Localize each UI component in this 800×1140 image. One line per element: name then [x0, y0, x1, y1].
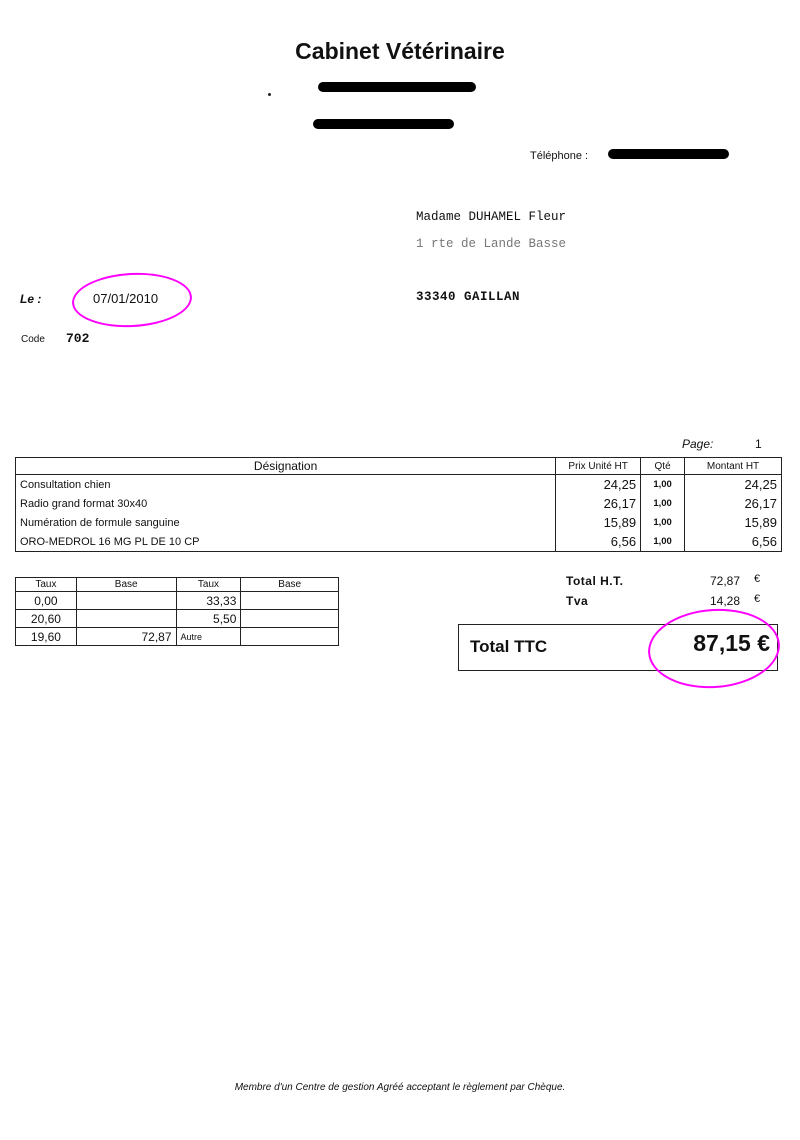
item-qty: 1,00: [641, 532, 685, 552]
tva-base: [241, 592, 339, 610]
item-amount: 15,89: [685, 513, 782, 532]
currency-symbol: €: [754, 573, 761, 585]
item-unit-price: 24,25: [556, 475, 641, 495]
redacted-phone: [608, 149, 729, 159]
tva-col-base: Base: [76, 578, 176, 592]
col-unit-price: Prix Unité HT: [556, 458, 641, 475]
redacted-street: [318, 82, 476, 92]
tva-rate: 5,50: [176, 610, 241, 628]
phone-label: Téléphone :: [530, 150, 589, 162]
tva-value: 14,28: [709, 594, 740, 608]
tva-header-row: [16, 578, 339, 592]
item-designation: ORO-MEDROL 16 MG PL DE 10 CP: [16, 532, 556, 552]
item-amount: 26,17: [685, 494, 782, 513]
item-qty: 1,00: [641, 513, 685, 532]
scan-speck: [268, 93, 271, 96]
total-ttc-label: Total TTC: [470, 637, 548, 656]
tva-rate: 0,00: [16, 592, 77, 610]
tva-rate: Autre: [176, 628, 241, 646]
tva-base: [241, 610, 339, 628]
tva-label: Tva: [566, 594, 589, 608]
table-row: [16, 494, 782, 513]
item-amount: 24,25: [685, 475, 782, 495]
tva-col-rate: Taux: [176, 578, 241, 592]
recipient-city: 33340 GAILLAN: [416, 290, 521, 304]
tva-base: [241, 628, 339, 646]
tva-rate: 33,33: [176, 592, 241, 610]
page-label: Page:: [682, 437, 714, 451]
item-designation: Numération de formule sanguine: [16, 513, 556, 532]
col-amount: Montant HT: [685, 458, 782, 475]
tva-base: [76, 592, 176, 610]
tva-col-base: Base: [241, 578, 339, 592]
table-row: [16, 475, 782, 495]
footer-note: Membre d'un Centre de gestion Agréé acceptant le règlement par Chèque.: [234, 1082, 566, 1093]
table-row: [16, 610, 339, 628]
tva-base: 72,87: [76, 628, 176, 646]
col-qty: Qté: [641, 458, 685, 475]
item-unit-price: 26,17: [556, 494, 641, 513]
table-row: [16, 532, 782, 552]
code-label: Code: [21, 334, 45, 345]
item-designation: Consultation chien: [16, 475, 556, 495]
items-header-row: [16, 458, 782, 475]
date-label: Le :: [20, 292, 42, 306]
tva-rate: 19,60: [16, 628, 77, 646]
tva-table: [15, 577, 339, 646]
item-qty: 1,00: [641, 475, 685, 495]
client-code: 702: [66, 331, 90, 346]
table-row: [16, 628, 339, 646]
total-ht-value: 72,87: [709, 574, 740, 588]
item-amount: 6,56: [685, 532, 782, 552]
item-designation: Radio grand format 30x40: [16, 494, 556, 513]
redacted-city: [313, 119, 454, 129]
tva-base: [76, 610, 176, 628]
item-unit-price: 6,56: [556, 532, 641, 552]
currency-symbol: €: [754, 593, 761, 605]
item-unit-price: 15,89: [556, 513, 641, 532]
table-row: [16, 592, 339, 610]
items-table: [15, 457, 782, 552]
page-number: 1: [755, 437, 762, 451]
total-ht-label: Total H.T.: [566, 574, 624, 588]
invoice-date: 07/01/2010: [93, 291, 159, 306]
tva-col-rate: Taux: [16, 578, 77, 592]
table-row: [16, 513, 782, 532]
item-qty: 1,00: [641, 494, 685, 513]
tva-rate: 20,60: [16, 610, 77, 628]
recipient-name: Madame DUHAMEL Fleur: [416, 210, 567, 224]
total-ttc-value: 87,15 €: [693, 630, 770, 656]
recipient-street: 1 rte de Lande Basse: [416, 237, 567, 251]
col-designation: Désignation: [16, 458, 556, 475]
clinic-title: Cabinet Vétérinaire: [295, 38, 505, 64]
